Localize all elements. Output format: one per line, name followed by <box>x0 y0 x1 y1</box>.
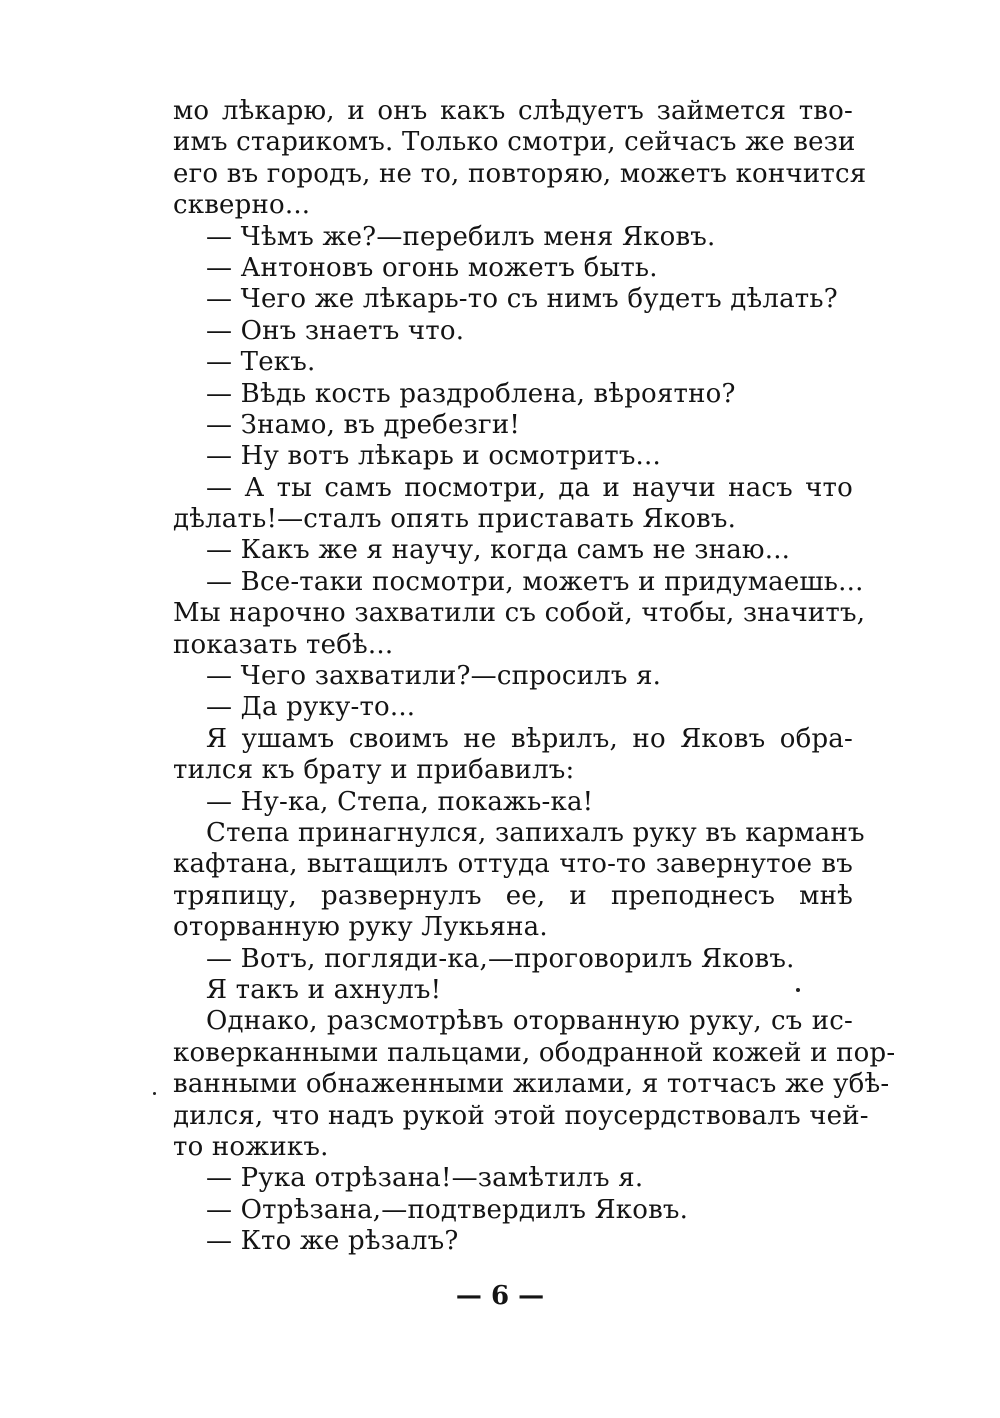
text-line: — Чѣмъ же?—перебилъ меня Яковъ. <box>206 221 716 252</box>
text-line: Я ушамъ своимъ не вѣрилъ, но Яковъ обра- <box>206 723 853 754</box>
text-line: — Ну-ка, Степа, покажь-ка! <box>206 786 594 817</box>
text-line: — Чего же лѣкарь-то съ нимъ будетъ дѣлать? <box>206 284 838 315</box>
text-line: ванными обнаженными жилами, я тотчасъ же убѣ- <box>173 1069 890 1100</box>
text-line: дился, что надъ рукой этой поусердствовалъ чей- <box>173 1100 869 1131</box>
print-speck <box>796 988 800 992</box>
page-number: — 6 — <box>455 1281 545 1311</box>
text-line: дѣлать!—сталъ опять приставать Яковъ. <box>173 504 737 535</box>
text-line: Однако, разсмотрѣвъ оторванную руку, съ ис- <box>206 1006 853 1037</box>
print-speck <box>153 1092 156 1095</box>
text-line: — Чего захватили?—спросилъ я. <box>206 661 662 692</box>
text-line: — Все-таки посмотри, можетъ и придумаешь... <box>206 566 864 597</box>
text-line: скверно... <box>173 190 311 221</box>
text-line: то ножикъ. <box>173 1131 329 1162</box>
text-line: — Ну вотъ лѣкарь и осмотритъ... <box>206 441 661 472</box>
text-line: — Вѣдь кость раздроблена, вѣроятно? <box>206 378 736 409</box>
text-line: оторванную руку Лукьяна. <box>173 912 548 943</box>
text-line: — Да руку-то... <box>206 692 416 723</box>
text-line: — Антоновъ огонь можетъ быть. <box>206 252 658 283</box>
text-line: тряпицу, развернулъ ее, и преподнесъ мнѣ <box>173 880 853 911</box>
text-line: — Вотъ, погляди-ка,—проговорилъ Яковъ. <box>206 943 795 974</box>
text-line: тился къ брату и прибавилъ: <box>173 755 575 786</box>
text-line: Мы нарочно захватили съ собой, чтобы, значитъ, <box>173 598 866 629</box>
text-block <box>173 96 896 1257</box>
text-line: — Кто же рѣзалъ? <box>206 1226 459 1257</box>
text-line: — Какъ же я научу, когда самъ не знаю... <box>206 535 791 566</box>
text-line: мо лѣкарю, и онъ какъ слѣдуетъ займется тво- <box>173 96 853 126</box>
text-line: — Отрѣзана,—подтвердилъ Яковъ. <box>206 1194 689 1225</box>
text-line: — Знамо, въ дребезги! <box>206 409 521 440</box>
text-line: — Онъ знаетъ что. <box>206 315 465 346</box>
text-line: кафтана, вытащилъ оттуда что-то завернутое въ <box>173 849 853 880</box>
text-line: Степа принагнулся, запихалъ руку въ карманъ <box>206 817 865 848</box>
text-line: — Рука отрѣзана!—замѣтилъ я. <box>206 1163 644 1194</box>
text-line: Я такъ и ахнулъ! <box>206 974 442 1005</box>
text-line: его въ городъ, не то, повторяю, можетъ кончится <box>173 158 867 189</box>
text-line: показать тебѣ... <box>173 629 394 660</box>
text-line: имъ старикомъ. Только смотри, сейчасъ же вези <box>173 127 856 158</box>
text-line: коверканными пальцами, ободранной кожей и пор- <box>173 1037 896 1068</box>
text-line: — А ты самъ посмотри, да и научи насъ что <box>206 472 853 503</box>
text-line: — Текъ. <box>206 347 316 378</box>
